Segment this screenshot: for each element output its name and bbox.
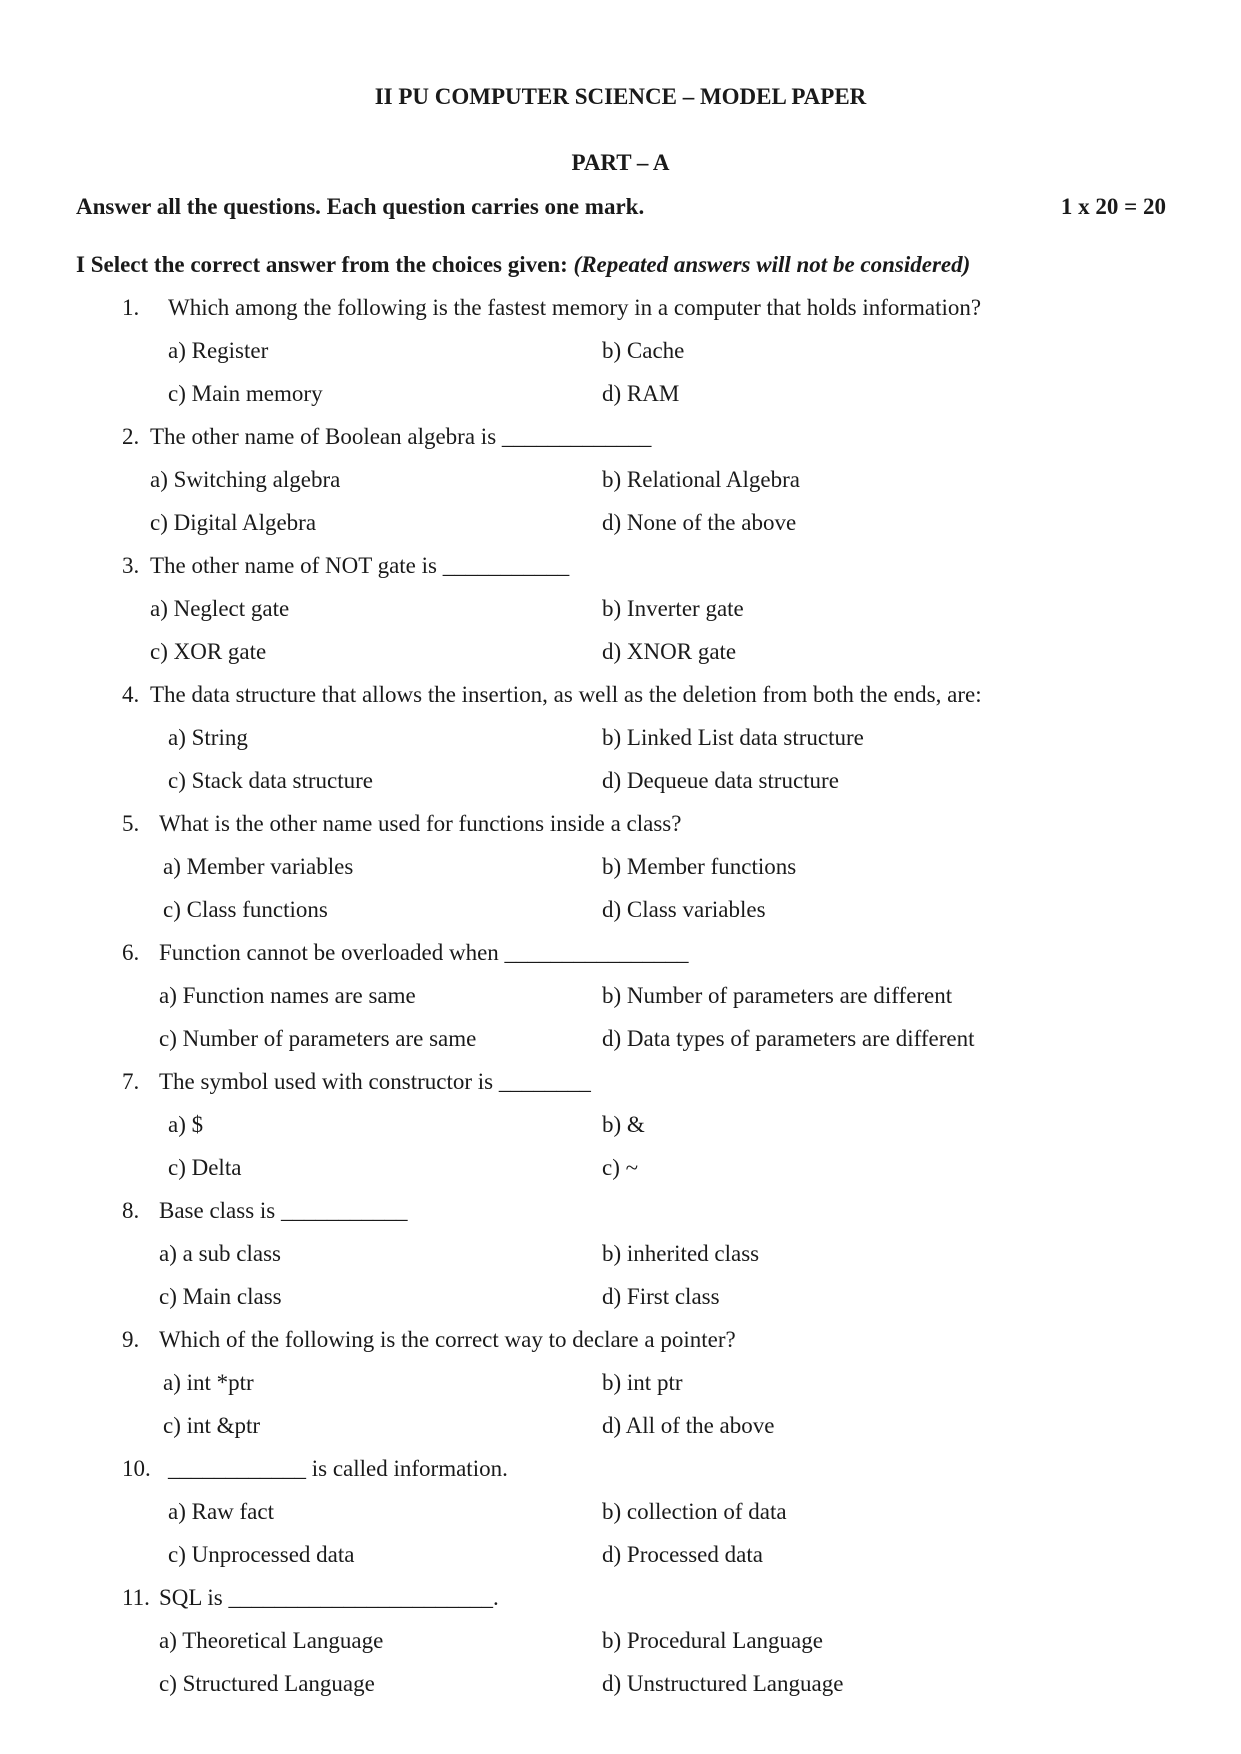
- option-d: d) Unstructured Language: [602, 1671, 844, 1696]
- question-number: 11.: [122, 1585, 150, 1610]
- question-number: 9.: [122, 1327, 140, 1352]
- page-title: II PU COMPUTER SCIENCE – MODEL PAPER: [374, 84, 867, 109]
- question-number: 3.: [122, 553, 140, 578]
- option-a: a) Switching algebra: [150, 467, 341, 492]
- question-text: ____________ is called information.: [168, 1456, 508, 1481]
- option-d: d) RAM: [602, 381, 680, 406]
- option-d: d) Class variables: [602, 897, 766, 922]
- option-b: b) Member functions: [602, 854, 797, 879]
- question-number: 8.: [122, 1198, 140, 1223]
- option-c: c) int &ptr: [163, 1413, 261, 1438]
- section-heading-text: I Select the correct answer from the choices given:: [76, 252, 568, 277]
- question-text: The other name of Boolean algebra is _____________: [150, 424, 652, 449]
- question-number: 7.: [122, 1069, 140, 1094]
- option-a: a) Theoretical Language: [159, 1628, 384, 1653]
- option-d: c) ~: [602, 1155, 639, 1180]
- option-d: d) Data types of parameters are different: [602, 1026, 975, 1051]
- option-b: b) Number of parameters are different: [602, 983, 953, 1008]
- option-a: a) Member variables: [163, 854, 354, 879]
- marks-allocation: 1 x 20 = 20: [1060, 194, 1166, 219]
- option-d: d) All of the above: [602, 1413, 775, 1438]
- option-d: d) XNOR gate: [602, 639, 737, 664]
- question-number: 6.: [122, 940, 140, 965]
- option-a: a) Register: [168, 338, 269, 363]
- instruction-text: Answer all the questions. Each question carries one mark.: [76, 194, 645, 219]
- section-note: (Repeated answers will not be considered): [573, 252, 971, 277]
- option-b: b) Relational Algebra: [602, 467, 800, 492]
- question-text: SQL is _______________________.: [159, 1585, 499, 1610]
- option-d: d) Processed data: [602, 1542, 763, 1567]
- option-c: c) Number of parameters are same: [159, 1026, 477, 1051]
- question-text: Base class is ___________: [159, 1198, 408, 1223]
- option-c: c) Delta: [168, 1155, 242, 1180]
- option-a: a) Neglect gate: [150, 596, 290, 621]
- option-b: b) Procedural Language: [602, 1628, 823, 1653]
- option-c: c) XOR gate: [150, 639, 267, 664]
- option-d: d) None of the above: [602, 510, 797, 535]
- option-b: b) Inverter gate: [602, 596, 744, 621]
- option-b: b) collection of data: [602, 1499, 787, 1524]
- question-text: What is the other name used for functions inside a class?: [159, 811, 682, 836]
- question-text: The data structure that allows the insertion, as well as the deletion from both the ends, are:: [150, 682, 982, 707]
- question-text: Function cannot be overloaded when ________________: [159, 940, 689, 965]
- option-c: c) Main memory: [168, 381, 323, 406]
- part-heading: PART – A: [571, 150, 670, 175]
- option-b: b) Cache: [602, 338, 685, 363]
- question-number: 2.: [122, 424, 140, 449]
- option-c: c) Unprocessed data: [168, 1542, 355, 1567]
- question-text: Which of the following is the correct way to declare a pointer?: [159, 1327, 736, 1352]
- option-c: c) Structured Language: [159, 1671, 375, 1696]
- option-b: b) int ptr: [602, 1370, 683, 1395]
- option-a: a) Raw fact: [168, 1499, 274, 1524]
- option-d: d) First class: [602, 1284, 720, 1309]
- option-c: c) Digital Algebra: [150, 510, 317, 535]
- option-c: c) Class functions: [163, 897, 328, 922]
- section-heading: [76, 252, 970, 278]
- option-a: a) int *ptr: [163, 1370, 254, 1395]
- option-b: b) &: [602, 1112, 645, 1137]
- question-text: The symbol used with constructor is ________: [159, 1069, 591, 1094]
- option-a: a) $: [168, 1112, 204, 1137]
- option-a: a) Function names are same: [159, 983, 416, 1008]
- question-text: Which among the following is the fastest memory in a computer that holds information?: [168, 295, 982, 320]
- option-c: c) Stack data structure: [168, 768, 373, 793]
- question-number: 5.: [122, 811, 140, 836]
- question-text: The other name of NOT gate is ___________: [150, 553, 570, 578]
- option-a: a) String: [168, 725, 248, 750]
- question-number: 1.: [122, 295, 140, 320]
- question-number: 10.: [122, 1456, 151, 1481]
- option-b: b) Linked List data structure: [602, 725, 864, 750]
- option-b: b) inherited class: [602, 1241, 760, 1266]
- option-a: a) a sub class: [159, 1241, 281, 1266]
- option-d: d) Dequeue data structure: [602, 768, 839, 793]
- option-c: c) Main class: [159, 1284, 282, 1309]
- question-number: 4.: [122, 682, 140, 707]
